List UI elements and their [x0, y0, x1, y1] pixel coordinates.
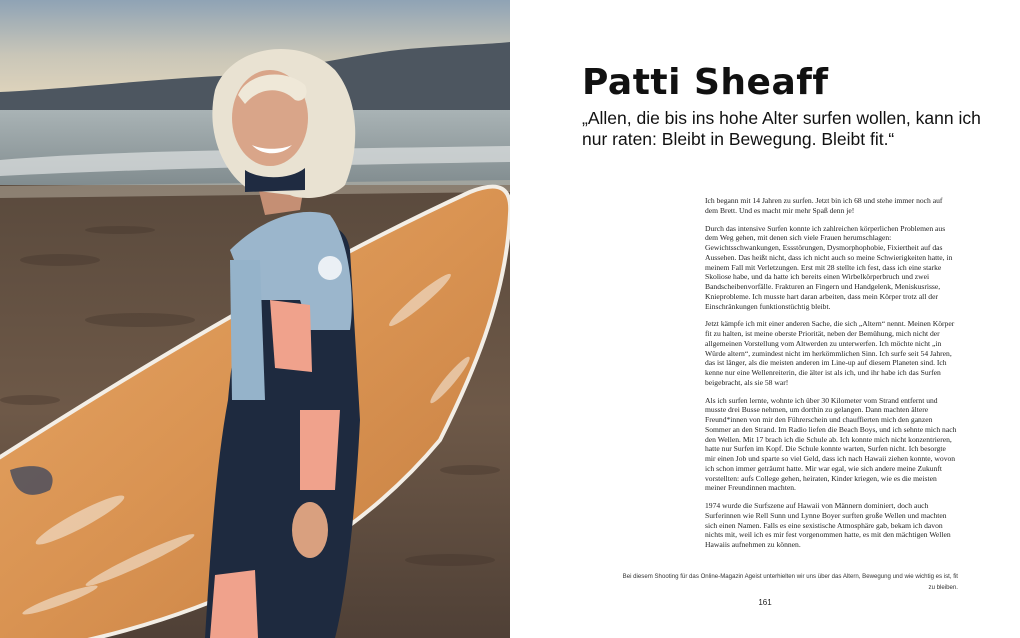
body-paragraph: Ich begann mit 14 Jahren zu surfen. Jetzt bin ich 68 und stehe immer noch auf dem Brett. Und es macht mir mehr Spaß denn je! [705, 196, 943, 215]
article-body [705, 196, 957, 558]
body-paragraph: Jetzt kämpfe ich mit einer anderen Sache, die sich „Altern“ nennt. Meinen Körper fit zu halten, ist meine oberste Priorität, neben der Bemühung, mich nicht der allgemeinen Vorstellung vom Altwerden zu unterwerfen. Ich möchte nicht „in Würde altern“, zumindest nicht im herkömmlichen Sinn. Ich surfe seit 54 Jahren, das ist länger, als die meisten anderen im Line-up auf diesem Planeten sind. Ich kenne nur eine Wellenreiterin, die älter ist als ich, und ihr habe ich das Surfen beigebracht, als sie 58 war! [705, 319, 955, 387]
body-paragraph: Als ich surfen lernte, wohnte ich über 30 Kilometer vom Strand entfernt und musste drei Busse nehmen, um dorthin zu gelangen. Dann machten ältere Freund*innen von mir den Führerschein und chauffierten mich den ganzen Sommer an den Strand. Im Radio liefen die Beach Boys, und ich sehnte mich nach den Wellen. Mit 17 brach ich die Schule ab. Ich konnte mich nicht konzentrieren, hatte nur Surfen im Kopf. Die Schule konnte warten, Surfen nicht. Ich besorgte mir einen Job und sparte so viel Geld, dass ich nach Hawaii ziehen konnte, wovon ich schon immer geträumt hatte. Mir war egal, wie sich andere meine Zukunft vorstellten: aufs College gehen, heiraten, Kinder kriegen, wie es die meisten meiner Freundinnen machten. [705, 395, 957, 493]
article-page [510, 0, 1020, 638]
page-number: 161 [758, 598, 772, 607]
body-paragraph: Durch das intensive Surfen konnte ich zahlreichen körperlichen Problemen aus dem Weg gehen, mit denen sich viele Frauen herumschlagen: Gewichtsschwankungen, Essstörungen, Dysmorphophobie, Fixiertheit auf das Aussehen. Das heißt nicht, dass ich nicht auch so meine Schwierigkeiten hatte, in meinem Fall mit Verletzungen. Erst mit 28 stellte ich fest, dass ich eine starke Skoliose habe, und da hatte ich bereits einen Wirbelkörperbruch und zwei Bandscheibenvorfälle. Frakturen an Fingern und Handgelenk, Meniskusrisse, Knieprobleme. Ich musste hart daran arbeiten, dass mein Körper trotz all der Einschränkungen funktionstüchtig bleibt. [705, 223, 953, 311]
article-title: Patti Sheaff [582, 62, 829, 103]
photo-caption: Bei diesem Shooting für das Online-Magazin Ageist unterhielten wir uns über das Altern, Bewegung und wie wichtig es ist, fit zu bleiben. [622, 573, 958, 591]
pull-quote: „Allen, die bis ins hohe Alter surfen wollen, kann ich nur raten: Bleibt in Bewegung. Bleibt fit.“ [582, 108, 981, 149]
body-paragraph: 1974 wurde die Surfszene auf Hawaii von Männern dominiert, doch auch Surferinnen wie Rell Sunn und Lynne Boyer surften große Wellen und machten sich einen Namen. Falls es eine sexistische Atmosphäre gab, bekam ich davon nichts mit, weil ich es mir fest vorgenommen hatte, es mit den mächtigen Wellen Hawaiis aufnehmen zu können. [705, 501, 951, 549]
